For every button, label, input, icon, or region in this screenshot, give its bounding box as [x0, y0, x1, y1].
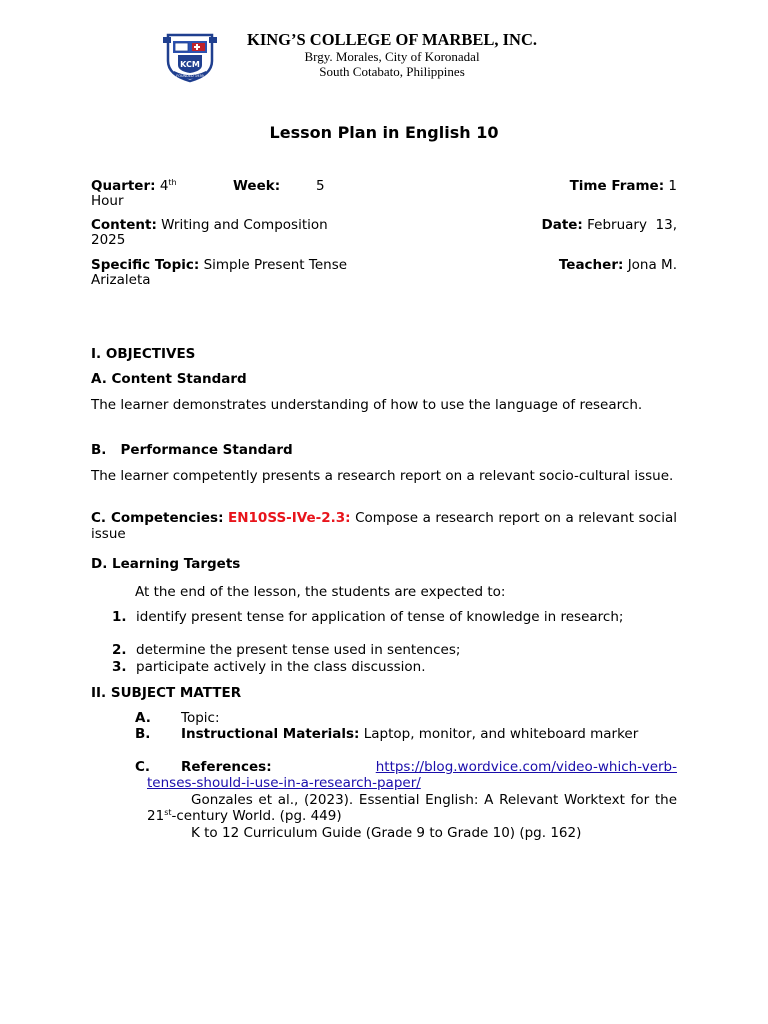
reference-2-part-b: -century World. (pg. 449)	[171, 808, 342, 824]
date-continuation: 2025	[91, 232, 126, 248]
learning-target-number: 1.	[112, 609, 127, 625]
week-value: 5	[316, 178, 325, 194]
learning-target-item	[112, 642, 677, 658]
learning-targets-intro: At the end of the lesson, the students are expected to:	[135, 584, 506, 600]
timeframe-field	[570, 178, 677, 194]
teacher-continuation: Arizaleta	[91, 272, 151, 288]
performance-standard-text: The learner competently presents a research report on a relevant socio-cultural issue.	[91, 468, 674, 484]
item-b-label: B.	[135, 726, 151, 742]
materials-item	[147, 726, 677, 742]
reference-link-line1[interactable]: https://blog.wordvice.com/video-which-verb-	[375, 759, 677, 775]
timeframe-continuation: Hour	[91, 193, 124, 209]
learning-target-text: determine the present tense used in sentences;	[136, 642, 461, 658]
reference-essential-english	[147, 792, 677, 824]
quarter-sup: th	[168, 178, 177, 187]
learning-targets-heading: D. Learning Targets	[91, 556, 241, 572]
materials-label: Instructional Materials:	[181, 726, 360, 742]
materials-text: Laptop, monitor, and whiteboard marker	[363, 726, 639, 742]
logo-founded-text: FOUNDED 1939	[176, 74, 204, 78]
learning-target-item	[112, 609, 677, 625]
lesson-title: Lesson Plan in English 10	[269, 123, 499, 142]
competencies-paragraph	[91, 510, 677, 542]
teacher-field	[559, 257, 677, 273]
school-name: KING’S COLLEGE OF MARBEL, INC.	[246, 30, 537, 49]
school-logo	[160, 31, 220, 83]
learning-target-number: 3.	[112, 659, 127, 675]
school-address-line1: Brgy. Morales, City of Koronadal	[304, 49, 480, 64]
subject-matter-heading: II. SUBJECT MATTER	[91, 685, 242, 701]
topic-value: Simple Present Tense	[203, 257, 348, 273]
competencies-text: Compose a research report on a relevant social issue	[91, 510, 677, 542]
content-standard-heading: A. Content Standard	[91, 371, 247, 387]
quarter-value: 4	[159, 178, 169, 194]
topic-label: Specific Topic:	[91, 257, 200, 273]
content-standard-text: The learner demonstrates understanding of how to use the language of research.	[91, 397, 643, 413]
learning-target-number: 2.	[112, 642, 127, 658]
content-value: Writing and Composition	[161, 217, 328, 233]
reference-curriculum-guide: K to 12 Curriculum Guide (Grade 9 to Grade 10) (pg. 162)	[191, 825, 582, 841]
teacher-label: Teacher:	[558, 257, 624, 273]
quarter-label: Quarter:	[91, 178, 156, 194]
competency-code: EN10SS-IVe-2.3:	[228, 510, 351, 526]
date-label: Date:	[541, 217, 583, 233]
learning-target-text: participate actively in the class discussion.	[136, 659, 426, 675]
timeframe-value: 1	[668, 178, 677, 194]
topic-item: Topic:	[181, 710, 220, 726]
timeframe-label: Time Frame:	[569, 178, 665, 194]
reference-2-sup: st	[164, 808, 172, 817]
content-label: Content:	[91, 217, 157, 233]
school-address-line2: South Cotabato, Philippines	[319, 64, 465, 79]
references-label: References:	[181, 759, 272, 775]
learning-target-text: identify present tense for application of tense of knowledge in research;	[136, 609, 624, 625]
week-label: Week:	[233, 178, 281, 194]
quarter-field	[91, 178, 177, 194]
performance-standard-heading: B. Performance Standard	[91, 442, 293, 458]
date-field	[542, 217, 678, 233]
learning-target-item	[112, 659, 677, 675]
reference-2-part-a: Gonzales et al., (2023). Essential English: A Relevant Worktext for the 21	[147, 792, 677, 824]
item-a-label: A.	[135, 710, 151, 726]
date-value: February 13,	[587, 217, 677, 233]
reference-link-line2[interactable]: tenses-should-i-use-in-a-research-paper/	[147, 775, 421, 791]
objectives-heading: I. OBJECTIVES	[91, 346, 196, 362]
teacher-value: Jona M.	[627, 257, 677, 273]
competencies-label: C. Competencies:	[91, 510, 224, 526]
content-field	[91, 217, 328, 233]
item-c-label: C.	[135, 759, 151, 775]
svg-text:KCM: KCM	[180, 60, 200, 69]
topic-field	[91, 257, 347, 273]
